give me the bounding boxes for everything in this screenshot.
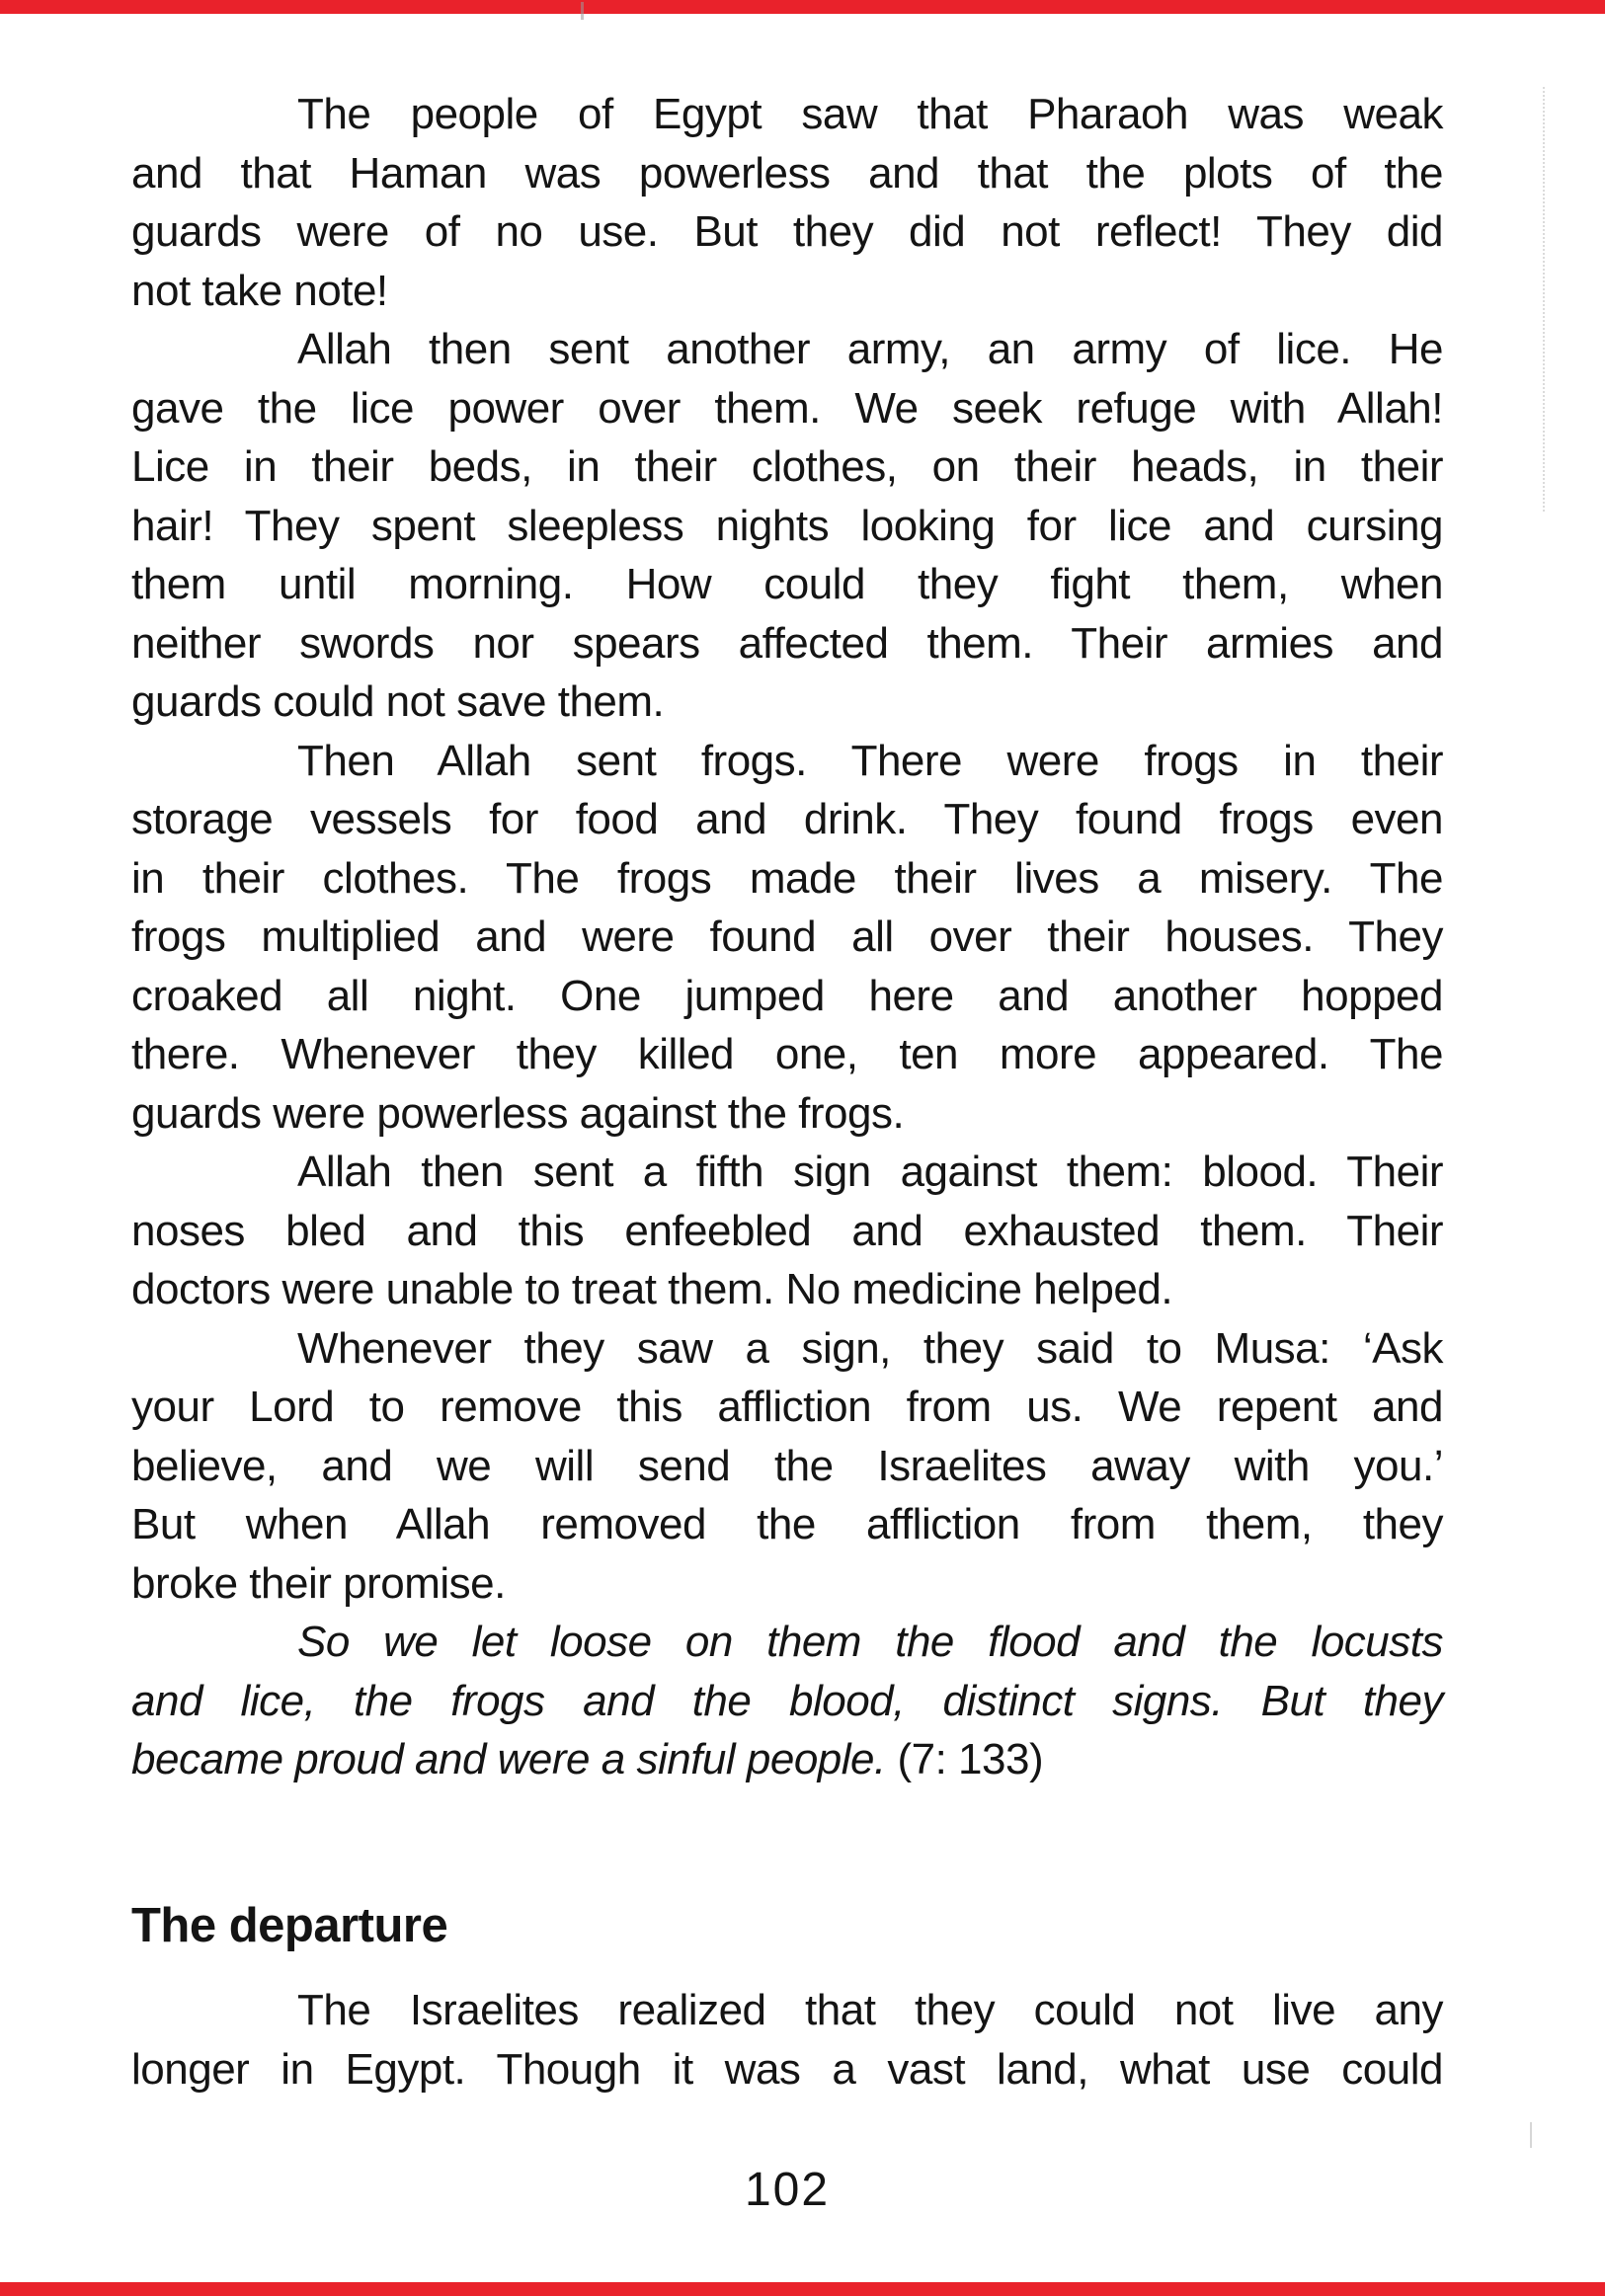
text-line: Whenever they saw a sign, they said to Musa: ‘Ask xyxy=(297,1323,1443,1373)
text-line: storage vessels for food and drink. They found frogs even xyxy=(131,795,1443,843)
text-line: guards were powerless against the frogs. xyxy=(131,1088,905,1138)
paragraph xyxy=(131,320,1443,732)
text-line: The Israelites realized that they could not live any xyxy=(297,1986,1443,2034)
text-line: croaked all night. One jumped here and another hopped xyxy=(131,971,1443,1020)
text-line: neither swords nor spears affected them. Their armies and xyxy=(131,618,1443,668)
text-line: believe, and we will send the Israelites away with you.’ xyxy=(131,1441,1443,1490)
text-line: became proud and were a sinful people. (7: 133) xyxy=(131,1735,1044,1783)
text-line: Lice in their beds, in their clothes, on their heads, in their xyxy=(131,442,1443,491)
text-line: Allah then sent a fifth sign against them: blood. Their xyxy=(297,1148,1443,1196)
top-edge-band xyxy=(0,0,1605,14)
page-number: 102 xyxy=(744,2164,831,2216)
text-line: Allah then sent another army, an army of lice. He xyxy=(297,325,1443,373)
text-line: in their clothes. The frogs made their lives a misery. The xyxy=(131,853,1443,903)
section-text xyxy=(131,1981,1443,2098)
text-line: Then Allah sent frogs. There were frogs in their xyxy=(297,736,1443,785)
scan-artifact-right-dotted-line xyxy=(1543,87,1545,512)
text-line: your Lord to remove this affliction from us. We repent and xyxy=(131,1383,1443,1431)
text-line: and that Haman was powerless and that the plots of the xyxy=(131,148,1443,198)
text-line: them until morning. How could they fight them, when xyxy=(131,560,1443,608)
text-line: and lice, the frogs and the blood, distinct signs. But they xyxy=(131,1676,1443,1725)
body-text xyxy=(131,85,1443,1789)
scan-artifact-right-tick xyxy=(1530,2122,1532,2148)
text-line: not take note! xyxy=(131,266,388,315)
section-heading: The departure xyxy=(131,1899,448,1952)
paragraph xyxy=(131,1613,1443,1789)
text-line: The people of Egypt saw that Pharaoh was weak xyxy=(297,90,1443,138)
quote-citation: (7: 133) xyxy=(885,1735,1044,1783)
text-line: there. Whenever they killed one, ten more appeared. The xyxy=(131,1030,1443,1078)
text-line: But when Allah removed the affliction from them, they xyxy=(131,1500,1443,1548)
text-line: noses bled and this enfeebled and exhausted them. Their xyxy=(131,1206,1443,1255)
paragraph xyxy=(131,1143,1443,1319)
paragraph xyxy=(131,1981,1443,2098)
bottom-edge-band xyxy=(0,2282,1605,2296)
text-line: gave the lice power over them. We seek refuge with Allah! xyxy=(131,383,1443,433)
paragraph xyxy=(131,732,1443,1144)
text-line: So we let loose on them the flood and the locusts xyxy=(297,1618,1443,1666)
paragraph xyxy=(131,85,1443,320)
text-line: guards could not save them. xyxy=(131,677,665,726)
text-line: frogs multiplied and were found all over their houses. They xyxy=(131,912,1443,961)
text-line: doctors were unable to treat them. No medicine helped. xyxy=(131,1265,1173,1313)
text-line: longer in Egypt. Though it was a vast land, what use could xyxy=(131,2044,1443,2094)
text-line: guards were of no use. But they did not reflect! They did xyxy=(131,207,1443,256)
paragraph xyxy=(131,1319,1443,1614)
text-line: broke their promise. xyxy=(131,1558,506,1608)
text-line: hair! They spent sleepless nights looking for lice and cursing xyxy=(131,501,1443,550)
